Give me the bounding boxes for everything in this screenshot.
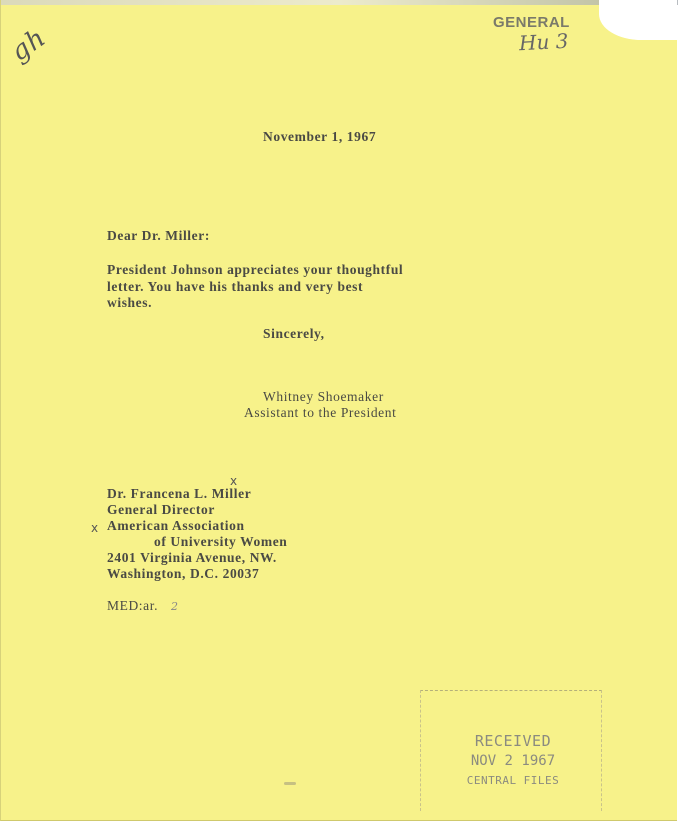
signer-name: Whitney Shoemaker [263,389,384,404]
closing: Sincerely, [263,326,325,341]
body-line: letter. You have his thanks and very best [107,279,364,294]
torn-corner [599,0,677,40]
pen-check-mark: x [91,521,99,535]
received-stamp-office: CENTRAL FILES [466,774,560,787]
scanner-top-edge [1,0,678,5]
received-stamp [463,731,563,791]
address-line-organization: American Association [107,518,245,533]
signer-title: Assistant to the President [244,405,397,420]
reference-initials: MED:ar. [107,598,159,613]
letter-date: November 1, 1967 [263,129,377,144]
address-line-organization-cont: of University Women [154,534,288,549]
handwritten-initials: gh [5,22,52,68]
pen-check-mark: x [230,474,238,488]
address-line-name: Dr. Francena L. Miller [107,486,252,501]
address-line-city: Washington, D.C. 20037 [107,566,260,581]
ink-smudge [284,782,296,785]
received-stamp-title: RECEIVED [474,732,552,750]
body-line: President Johnson appreciates your thoughtful [107,262,404,277]
category-stamp: GENERAL [493,14,570,31]
handwritten-file-code: Hu 3 [518,28,570,56]
body-line: wishes. [107,295,153,310]
pen-mark: 2 [171,600,178,613]
address-line-street: 2401 Virginia Avenue, NW. [107,550,277,565]
address-line-title: General Director [107,502,215,517]
received-stamp-date: NOV 2 1967 [470,753,556,769]
salutation: Dear Dr. Miller: [107,228,210,243]
